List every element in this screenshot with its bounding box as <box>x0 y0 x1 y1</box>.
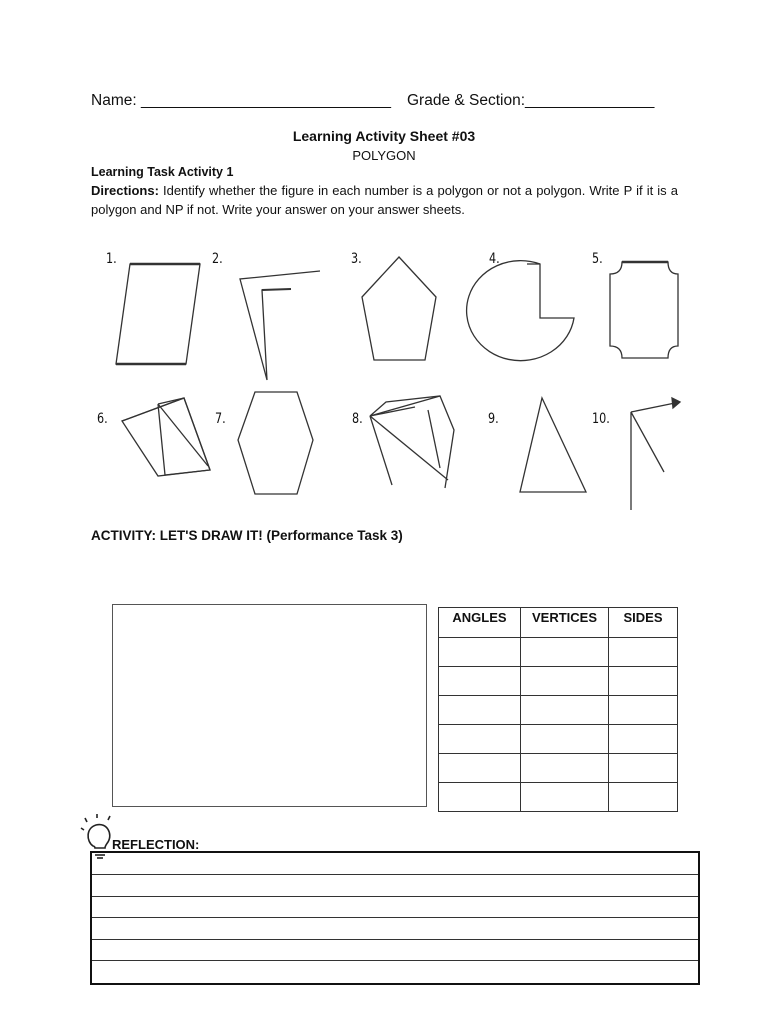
task-title: Learning Task Activity 1 <box>91 165 234 179</box>
table-cell[interactable] <box>609 638 678 667</box>
reflection-line <box>92 917 698 918</box>
figure-7-hexagon <box>238 392 313 494</box>
reflection-label: REFLECTION: <box>112 837 200 852</box>
figure-number-7: 7. <box>215 411 226 427</box>
table-row <box>439 696 678 725</box>
table-cell[interactable] <box>609 783 678 812</box>
table-cell[interactable] <box>521 754 609 783</box>
directions-label: Directions: <box>91 183 159 198</box>
table-cell[interactable] <box>521 667 609 696</box>
table-cell[interactable] <box>609 667 678 696</box>
figure-number-4: 4. <box>489 251 500 267</box>
table-cell[interactable] <box>439 754 521 783</box>
directions-text: Identify whether the figure in each number is a polygon or not a polygon. Write P if it is a polygon and NP if not. Write your answer on your answer sheets. <box>91 183 678 217</box>
figure-2-open-angle <box>240 271 320 380</box>
sheet-title: Learning Activity Sheet #03 <box>292 128 476 144</box>
figure-number-10: 10. <box>592 411 610 427</box>
figure-number-3: 3. <box>351 251 362 267</box>
figure-number-6: 6. <box>97 411 108 427</box>
sheet-subtitle: POLYGON <box>352 148 416 163</box>
reflection-line <box>92 896 698 897</box>
grade-section-field-label: Grade & Section:_______________ <box>407 92 655 109</box>
figure-3-pentagon <box>362 257 436 360</box>
figure-number-9: 9. <box>488 411 499 427</box>
table-row <box>439 725 678 754</box>
reflection-line <box>92 960 698 961</box>
table-header-angles: ANGLES <box>439 608 521 638</box>
figure-1-parallelogram <box>116 264 200 364</box>
table-cell[interactable] <box>521 725 609 754</box>
figure-8-crossed-lines <box>370 396 454 488</box>
properties-table <box>438 607 678 812</box>
figure-10-open-angle-arrow <box>631 398 680 510</box>
table-row <box>439 667 678 696</box>
table-cell[interactable] <box>609 696 678 725</box>
table-cell[interactable] <box>521 696 609 725</box>
reflection-box[interactable] <box>90 851 700 985</box>
table-header-sides: SIDES <box>609 608 678 638</box>
table-cell[interactable] <box>439 638 521 667</box>
table-cell[interactable] <box>439 667 521 696</box>
figure-number-8: 8. <box>352 411 363 427</box>
figure-number-2: 2. <box>212 251 223 267</box>
table-row <box>439 783 678 812</box>
figure-5-notched-rectangle <box>610 262 678 358</box>
figure-6-overlapping-triangles <box>122 398 210 476</box>
table-header-vertices: VERTICES <box>521 608 609 638</box>
table-cell[interactable] <box>439 725 521 754</box>
table-cell[interactable] <box>439 783 521 812</box>
table-cell[interactable] <box>609 754 678 783</box>
activity-title: ACTIVITY: LET'S DRAW IT! (Performance Task 3) <box>91 528 403 543</box>
reflection-line <box>92 939 698 940</box>
table-cell[interactable] <box>521 638 609 667</box>
table-row <box>439 638 678 667</box>
drawing-area[interactable] <box>112 604 427 807</box>
figure-number-1: 1. <box>106 251 117 267</box>
name-field-label: Name: _____________________________ <box>91 92 391 109</box>
reflection-line <box>92 874 698 875</box>
table-row <box>439 754 678 783</box>
figure-number-5: 5. <box>592 251 603 267</box>
table-cell[interactable] <box>609 725 678 754</box>
figure-9-triangle <box>520 398 586 492</box>
table-cell[interactable] <box>439 696 521 725</box>
figure-4-pacman <box>467 261 574 361</box>
table-cell[interactable] <box>521 783 609 812</box>
